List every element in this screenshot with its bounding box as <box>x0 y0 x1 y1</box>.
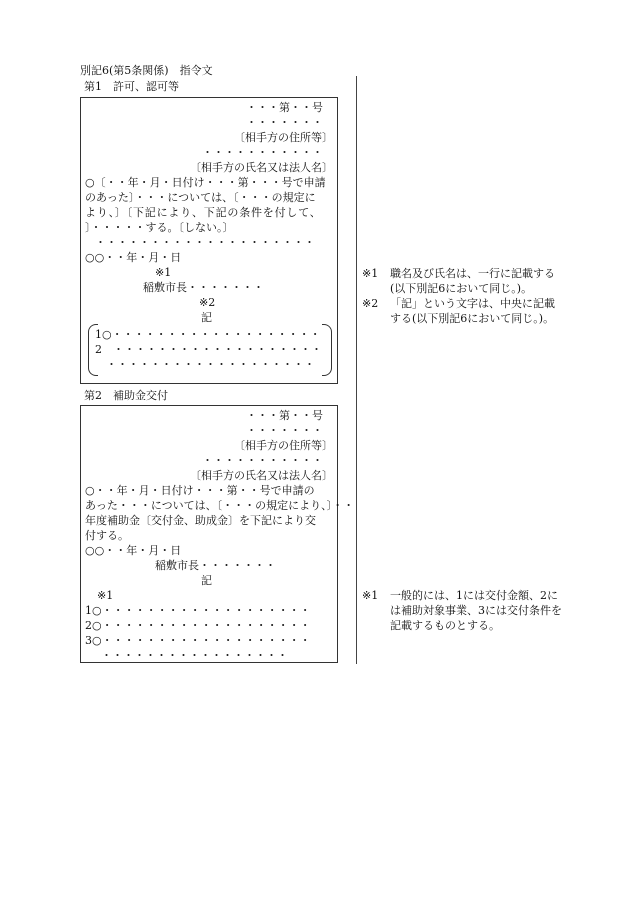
issue-date: ○○・・年・月・日 <box>85 544 182 557</box>
list-item-2: 2○・・・・・・・・・・・・・・・・・・・ <box>85 619 311 632</box>
notes-section2 <box>362 588 562 633</box>
mayor-name: 稲敷市長・・・・・・・ <box>143 281 264 294</box>
doc-number: ・・・第・・号 <box>246 101 323 114</box>
doc-number: ・・・第・・号 <box>246 409 323 422</box>
section1-box <box>80 97 338 384</box>
section2-box <box>80 405 355 663</box>
notes-section1 <box>362 266 562 326</box>
note-item <box>362 266 562 296</box>
body-line-3: より、〕〔下記により、下記の条件を付して、 <box>85 206 322 219</box>
note-text: 「記」という文字は、中央に記載する(以下別記6において同じ。)。 <box>390 297 555 325</box>
note-item <box>362 296 562 326</box>
bracket-right <box>322 324 332 376</box>
list-item-1: 1○・・・・・・・・・・・・・・・・・・・ <box>95 328 321 341</box>
note-mark: ※1 <box>362 267 379 280</box>
recipient-address: 〔相手方の住所等〕 <box>234 131 333 144</box>
recipient-dots: ・・・・・・・・・・・ <box>202 146 323 159</box>
body-line-1: ○〔・・年・月・日付け・・・第・・・号で申請 <box>85 176 326 189</box>
recipient-name: 〔相手方の氏名又は法人名〕 <box>190 469 333 482</box>
list-item-2: 2 ・・・・・・・・・・・・・・・・・・・ <box>95 343 322 356</box>
doc-number-dots: ・・・・・・・ <box>246 424 323 437</box>
body-line-4: 〕・・・・・する。〔しない。〕 <box>85 221 234 234</box>
recipient-address: 〔相手方の住所等〕 <box>234 439 333 452</box>
section2-heading: 第2 補助金交付 <box>84 389 168 402</box>
list-item-1: 1○・・・・・・・・・・・・・・・・・・・ <box>85 604 311 617</box>
body-line-4: 付する。 <box>85 529 129 542</box>
note-mark: ※2 <box>362 297 379 310</box>
section1-heading: 第1 許可、認可等 <box>84 80 179 93</box>
body-line-2: のあった〕・・・については、〔・・・の規定に <box>85 191 316 204</box>
note-item <box>362 588 562 633</box>
issue-date: ○○・・年・月・日 <box>85 251 182 264</box>
body-line-2: あった・・・については、〔・・・の規定により、〕・・ <box>85 499 355 512</box>
ki-heading: 記 <box>201 311 212 324</box>
list-item-3: ・・・・・・・・・・・・・・・・・・・ <box>95 358 315 371</box>
recipient-name: 〔相手方の氏名又は法人名〕 <box>190 161 333 174</box>
ki-heading: 記 <box>201 574 212 587</box>
recipient-dots: ・・・・・・・・・・・ <box>202 454 323 467</box>
note-text: 一般的には、1には交付金額、2には補助対象事業、3には交付条件を記載するものとする。 <box>390 589 562 632</box>
doc-number-dots: ・・・・・・・ <box>246 116 323 129</box>
body-line-5: ・・・・・・・・・・・・・・・・・・・・ <box>95 236 315 249</box>
column-divider <box>356 76 357 664</box>
document-title: 別記6(第5条関係) 指令文 <box>80 64 213 77</box>
list-item-4: ・・・・・・・・・・・・・・・・・ <box>101 649 288 662</box>
mayor-name: 稲敷市長・・・・・・・ <box>155 559 276 572</box>
footnote-mark-1: ※1 <box>155 266 172 279</box>
note-text: 職名及び氏名は、一行に記載する(以下別記6において同じ。)。 <box>390 267 555 295</box>
body-line-1: ○・・年・月・日付け・・・第・・号で申請の <box>85 484 315 497</box>
note-mark: ※1 <box>362 589 379 602</box>
body-line-3: 年度補助金〔交付金、助成金〕を下記により交 <box>85 514 316 527</box>
footnote-mark-2: ※2 <box>199 296 216 309</box>
list-item-3: 3○・・・・・・・・・・・・・・・・・・・ <box>85 634 311 647</box>
footnote-mark-1: ※1 <box>97 589 114 602</box>
